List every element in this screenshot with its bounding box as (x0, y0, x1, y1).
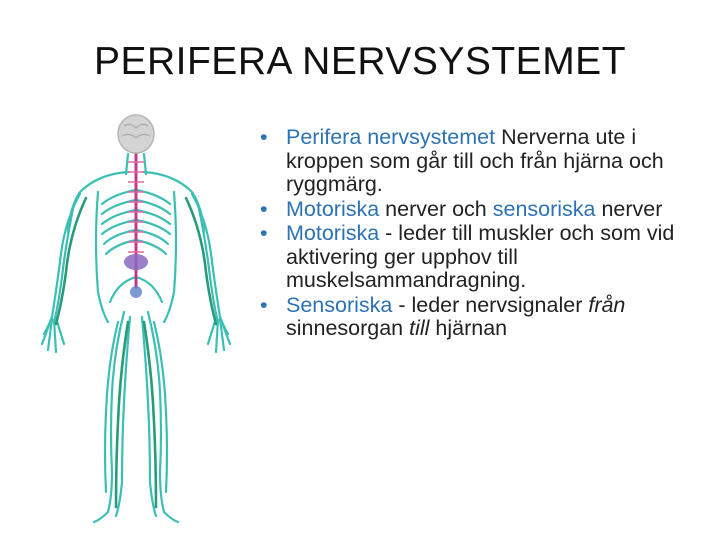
bullet-text: sinnesorgan (286, 316, 410, 340)
term-sensoriska: Sensoriska (286, 292, 393, 317)
bullet-list (254, 126, 694, 341)
highlight-term: Perifera nervsystemet (286, 125, 496, 149)
bullet-list-container (254, 126, 694, 342)
bullet-item-4 (254, 294, 694, 341)
nervous-system-figure (28, 112, 260, 532)
bullet-marker: • (260, 196, 268, 221)
bullet-marker: • (260, 221, 268, 245)
bullet-item-1 (254, 126, 694, 197)
bullet-text: nerver och (379, 196, 493, 221)
bullet-marker: • (260, 125, 268, 149)
slide-title: PERIFERA NERVSYSTEMET (93, 40, 627, 83)
italic-word: till (409, 316, 430, 340)
term-motoriska: Motoriska (286, 196, 380, 221)
human-nervous-system-icon (28, 112, 260, 532)
bullet-item-3 (254, 222, 694, 293)
bullet-text: nerver (595, 196, 663, 221)
bullet-text: - leder nervsignaler (392, 292, 589, 317)
term-sensoriska: sensoriska (492, 196, 596, 221)
bullet-text: Nerverna ute i kroppen som går till och från hjärna och ryggmärg. (286, 125, 664, 196)
italic-word: från (588, 292, 626, 317)
bullet-text: hjärnan (429, 316, 508, 340)
term-motoriska: Motoriska (286, 221, 380, 245)
bullet-item-2 (254, 198, 694, 222)
bullet-text: - leder till muskler och som vid aktivering ger upphov till muskelsammandragning. (286, 221, 675, 292)
bullet-marker: • (260, 292, 268, 317)
